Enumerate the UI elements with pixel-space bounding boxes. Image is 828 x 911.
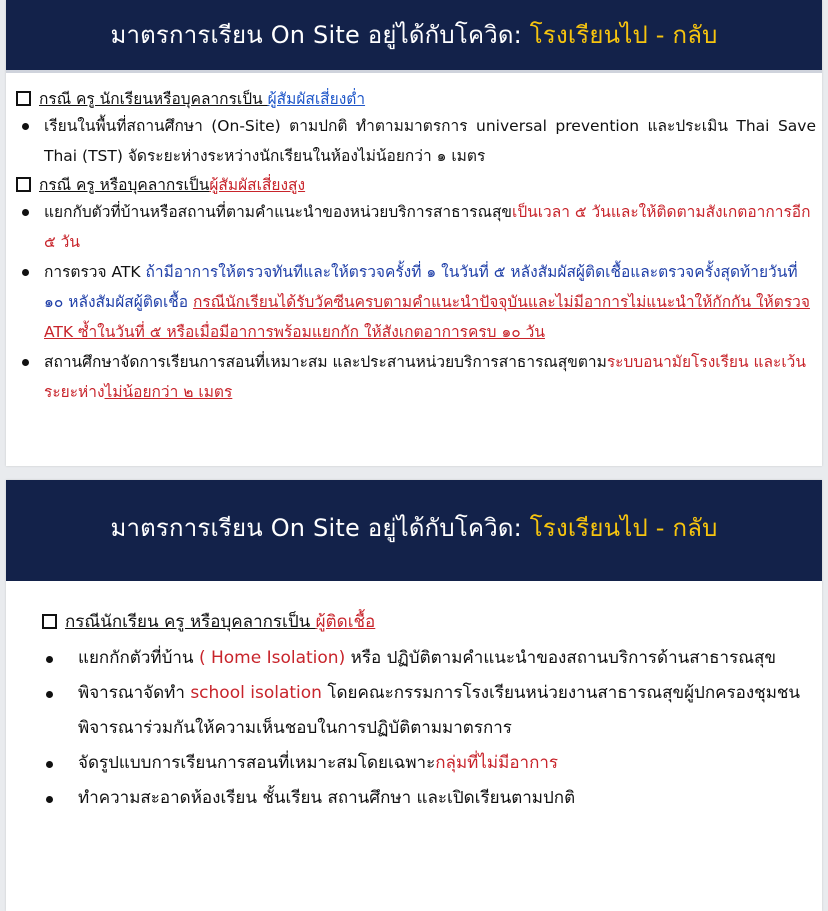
checkbox-square-icon (16, 177, 31, 192)
case-low-risk (16, 87, 816, 111)
bullet-high-risk-1 (16, 197, 816, 257)
bullet-high-risk-1-red: เป็นเวลา ๕ วันและให้ติดตามสังเกตอาการอีก ๕ วัน (44, 203, 811, 251)
case-high-risk-label: กรณี ครู หรือบุคลากรเป็น (39, 176, 210, 194)
case-low-risk-label: กรณี ครู นักเรียนหรือบุคลากรเป็น (39, 90, 268, 108)
infected-bullets (42, 641, 816, 816)
slide-2 (6, 480, 822, 911)
slide-2-header (6, 480, 822, 581)
bullet-infected-4-text: ทำความสะอาดห้องเรียน ชั้นเรียน สถานศึกษา และเปิดเรียนตามปกติ (78, 788, 576, 808)
bullet-infected-1-text: แยกกักตัวที่บ้าน (78, 648, 199, 668)
slide-2-body (6, 581, 822, 816)
case-low-risk-highlight: ผู้สัมผัสเสี่ยงต่ำ (267, 90, 366, 108)
bullet-infected-2 (42, 676, 816, 746)
bullet-infected-1-red: ( Home Isolation) (198, 648, 346, 668)
high-risk-bullets (16, 197, 816, 407)
bullet-low-risk-1 (16, 111, 816, 171)
bullet-high-risk-3-mid: และเว้นระยะห่าง (44, 353, 806, 401)
checkbox-square-icon (42, 614, 57, 629)
bullet-high-risk-2-text: การตรวจ ATK (44, 263, 146, 281)
bullet-infected-2-text-2: โดยคณะกรรมการโรงเรียนหน่วยงานสาธารณสุขผู้ปกครองชุมชนพิจารณาร่วมกันให้ความเห็นชอบในการปฏิบัติตามมาตรการ (78, 683, 801, 738)
bullet-low-risk-1-text: เรียนในพื้นที่สถานศึกษา (On-Site) ตามปกติ ทำตามมาตรการ universal prevention และประเมิน Thai Save Thai (TST) จัดระยะห่างระหว่างนักเรียนในห้องไม่น้อยกว่า ๑ เมตร (44, 117, 816, 165)
bullet-infected-3-text: จัดรูปแบบการเรียนการสอนที่เหมาะสมโดยเฉพาะ (78, 753, 436, 773)
bullet-high-risk-3-red-1: ระบบอนามัยโรงเรียน (606, 353, 749, 371)
slide-1 (6, 0, 822, 466)
bullet-infected-2-text: พิจารณาจัดทำ (78, 683, 191, 703)
bullet-high-risk-3-red-2: ไม่น้อยกว่า ๒ เมตร (104, 383, 233, 401)
bullet-high-risk-2-red-1: กรณีนักเรียนได้รับวัคซีนครบตามคำแนะนำปัจจุบันและไม่มีอาการไม่แนะนำให้กักกัน (193, 293, 752, 311)
case-infected (42, 609, 816, 635)
checkbox-square-icon (16, 91, 31, 106)
bullet-infected-2-red: school isolation (190, 683, 322, 703)
low-risk-bullets (16, 111, 816, 171)
bullet-high-risk-2-blue: ถ้ามีอาการให้ตรวจทันทีและให้ตรวจครั้งที่ ๑ ในวันที่ ๕ หลังสัมผัสผู้ติดเชื้อและตรวจครั้งสุดท้ายวันที่ ๑๐ หลังสัมผัสผู้ติดเชื้อ (44, 263, 798, 311)
slide-2-title-accent: โรงเรียนไป - กลับ (529, 514, 718, 542)
bullet-infected-1-text-2: หรือ ปฏิบัติตามคำแนะนำของสถานบริการด้านสาธารณสุข (345, 648, 777, 668)
bullet-high-risk-3-text: สถานศึกษาจัดการเรียนการสอนที่เหมาะสม และประสานหน่วยบริการสาธารณสุขตาม (44, 353, 607, 371)
slide-1-title: มาตรการเรียน On Site อยู่ได้กับโควิด: (110, 21, 530, 49)
slide-1-body (6, 73, 822, 407)
bullet-high-risk-1-text: แยกกับตัวที่บ้านหรือสถานที่ตามคำแนะนำของหน่วยบริการสาธารณสุข (44, 203, 513, 221)
case-high-risk (16, 173, 816, 197)
bullet-infected-1 (42, 641, 816, 676)
case-infected-label: กรณีนักเรียน ครู หรือบุคลากรเป็น (65, 612, 316, 632)
bullet-infected-3 (42, 746, 816, 781)
case-infected-highlight: ผู้ติดเชื้อ (315, 612, 376, 632)
slide-1-title-accent: โรงเรียนไป - กลับ (529, 21, 718, 49)
bullet-infected-4 (42, 781, 816, 816)
slide-1-header (6, 0, 822, 70)
case-high-risk-highlight: ผู้สัมผัสเสี่ยงสูง (209, 176, 306, 194)
bullet-high-risk-2 (16, 257, 816, 347)
bullet-high-risk-3 (16, 347, 816, 407)
slide-2-title: มาตรการเรียน On Site อยู่ได้กับโควิด: (110, 514, 530, 542)
bullet-high-risk-2-red-2: ให้ตรวจ ATK ซ้ำในวันที่ ๕ หรือเมื่อมีอาการพร้อมแยกกัก ให้สังเกตอาการครบ ๑๐ วัน (44, 293, 810, 341)
bullet-infected-3-red: กลุ่มที่ไม่มีอาการ (435, 753, 559, 773)
